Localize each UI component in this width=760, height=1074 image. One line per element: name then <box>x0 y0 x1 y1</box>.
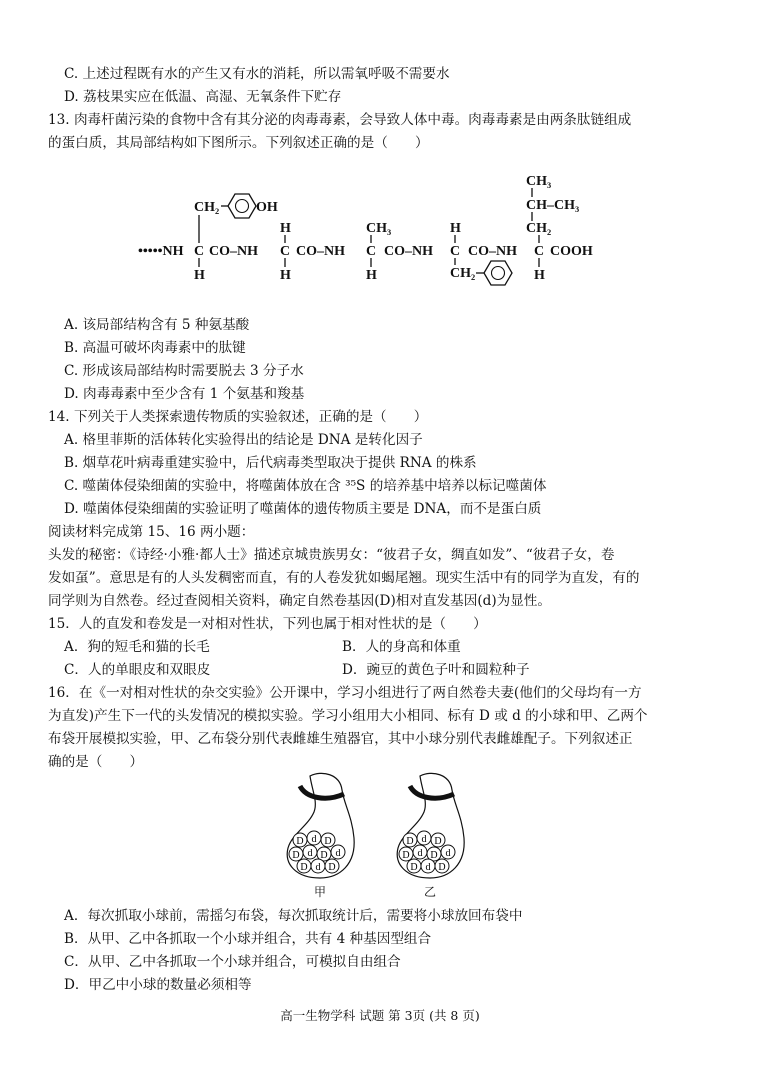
ball-label: d <box>311 834 317 845</box>
svg-text:H: H <box>280 221 291 236</box>
svg-text:•••••NH: •••••NH <box>138 244 184 259</box>
svg-text:CH₂: CH₂ <box>526 221 552 236</box>
peptide-structure-figure <box>128 165 618 295</box>
reading-passage-2: 发如虿”。意思是有的人头发稠密而直，有的人卷发犹如蝎尾翘。现实生活中有的同学为直发，有的 <box>48 570 640 586</box>
ball-label: D <box>300 862 308 873</box>
ball-label: D <box>406 836 414 847</box>
reading-passage-3: 同学则为自然卷。经过查阅相关资料，确定自然卷基因(D)相对直发基因(d)为显性。 <box>48 593 551 609</box>
q14-option-a: A. 格里菲斯的活体转化实验得出的结论是 DNA 是转化因子 <box>64 432 423 448</box>
svg-text:C: C <box>194 244 205 259</box>
svg-text:CO–NH: CO–NH <box>384 244 433 259</box>
ball-label: D <box>430 850 438 861</box>
ball-label: d <box>425 862 431 873</box>
q14-option-b: B. 烟草花叶病毒重建实验中，后代病毒类型取决于提供 RNA 的株系 <box>64 455 477 471</box>
svg-text:C: C <box>280 244 291 259</box>
ball-label: D <box>410 862 418 873</box>
svg-text:H: H <box>534 268 545 283</box>
ball-label: d <box>335 848 341 859</box>
svg-text:H: H <box>450 221 461 236</box>
svg-text:CH₂: CH₂ <box>450 266 476 281</box>
q13-option-b: B. 高温可破坏肉毒素中的肽键 <box>64 340 246 356</box>
question-16-stem-2: 为直发)产生下一代的头发情况的模拟实验。学习小组用大小相同、标有 D 或 d 的小球和甲、乙两个 <box>48 708 648 724</box>
ball-label: d <box>315 862 321 873</box>
reading-intro: 阅读材料完成第 15、16 两小题： <box>48 524 255 540</box>
q13-option-c: C. 形成该局部结构时需要脱去 3 分子水 <box>64 363 304 379</box>
cloth-bags-figure <box>270 768 490 900</box>
ball-label: D <box>292 850 300 861</box>
svg-text:CO–NH: CO–NH <box>468 244 517 259</box>
svg-text:H: H <box>194 268 205 283</box>
q16-option-a: A．每次抓取小球前，需摇匀布袋，每次抓取统计后，需要将小球放回布袋中 <box>64 908 523 924</box>
q14-option-c: C. 噬菌体侵染细菌的实验中，将噬菌体放在含 ³⁵S 的培养基中培养以标记噬菌体 <box>64 478 547 494</box>
q16-option-b: B．从甲、乙中各抓取一个小球并组合，共有 4 种基因型组合 <box>64 931 432 947</box>
q16-option-d: D．甲乙中小球的数量必须相等 <box>64 977 252 993</box>
ball-label: D <box>434 836 442 847</box>
ball-label: D <box>438 862 446 873</box>
ball-label: d <box>417 848 423 859</box>
reading-passage-1: 头发的秘密：《诗经·小雅·都人士》描述京城贵族男女：“彼君子女，绸直如发”、“彼君子女，卷 <box>48 547 615 563</box>
q16-option-c: C．从甲、乙中各抓取一个小球并组合，可模拟自由组合 <box>64 954 401 970</box>
q15-option-b: B．人的身高和体重 <box>342 639 461 655</box>
q15-option-a: A．狗的短毛和猫的长毛 <box>64 639 210 655</box>
ball-label: D <box>296 836 304 847</box>
q13-option-d: D. 肉毒毒素中至少含有 1 个氨基和羧基 <box>64 386 305 402</box>
svg-text:CH₃: CH₃ <box>366 221 392 236</box>
bag-label-yi: 乙 <box>423 885 437 899</box>
svg-text:CH₂: CH₂ <box>194 200 220 215</box>
line-c-option-q12: C. 上述过程既有水的产生又有水的消耗，所以需氧呼吸不需要水 <box>64 66 450 82</box>
svg-text:C: C <box>366 244 377 259</box>
question-16-stem-3: 布袋开展模拟实验，甲、乙布袋分别代表雌雄生殖器官，其中小球分别代表雌雄配子。下列叙述正 <box>48 731 633 747</box>
ball-label: D <box>402 850 410 861</box>
question-13-stem: 13. 肉毒杆菌污染的食物中含有其分泌的肉毒毒素，会导致人体中毒。肉毒毒素是由两条肽链组成 <box>48 112 632 128</box>
page-footer: 高一生物学科 试题 第 3页 (共 8 页) <box>280 1008 480 1023</box>
ball-label: D <box>324 836 332 847</box>
svg-text:OH: OH <box>256 200 278 215</box>
svg-text:CH₃: CH₃ <box>526 174 552 189</box>
line-d-option-q12: D. 荔枝果实应在低温、高湿、无氧条件下贮存 <box>64 89 342 105</box>
q15-option-d: D．豌豆的黄色子叶和圆粒种子 <box>342 662 530 678</box>
svg-text:H: H <box>366 268 377 283</box>
svg-text:C: C <box>450 244 461 259</box>
question-13-stem-cont: 的蛋白质，其局部结构如下图所示。下列叙述正确的是（ ） <box>48 135 429 151</box>
svg-text:CO–NH: CO–NH <box>209 244 258 259</box>
question-16-stem-1: 16．在《一对相对性状的杂交实验》公开课中，学习小组进行了两自然卷夫妻(他们的父母均有一方 <box>48 685 642 701</box>
svg-text:C: C <box>534 244 545 259</box>
svg-text:CO–NH: CO–NH <box>296 244 345 259</box>
svg-text:CH–CH₃: CH–CH₃ <box>526 198 580 213</box>
question-16-stem-4: 确的是（ ） <box>48 754 144 770</box>
ball-label: d <box>307 848 313 859</box>
q14-option-d: D. 噬菌体侵染细菌的实验证明了噬菌体的遗传物质主要是 DNA，而不是蛋白质 <box>64 501 542 517</box>
question-14-stem: 14. 下列关于人类探索遗传物质的实验叙述，正确的是（ ） <box>48 409 428 425</box>
bag-label-jia: 甲 <box>313 885 327 899</box>
svg-text:H: H <box>280 268 291 283</box>
ball-label: D <box>320 850 328 861</box>
ball-label: d <box>445 848 451 859</box>
svg-text:COOH: COOH <box>550 244 593 259</box>
q13-option-a: A. 该局部结构含有 5 种氨基酸 <box>64 317 250 333</box>
q15-option-c: C．人的单眼皮和双眼皮 <box>64 662 211 678</box>
question-15-stem: 15．人的直发和卷发是一对相对性状，下列也属于相对性状的是（ ） <box>48 616 487 632</box>
ball-label: D <box>328 862 336 873</box>
ball-label: d <box>421 834 427 845</box>
